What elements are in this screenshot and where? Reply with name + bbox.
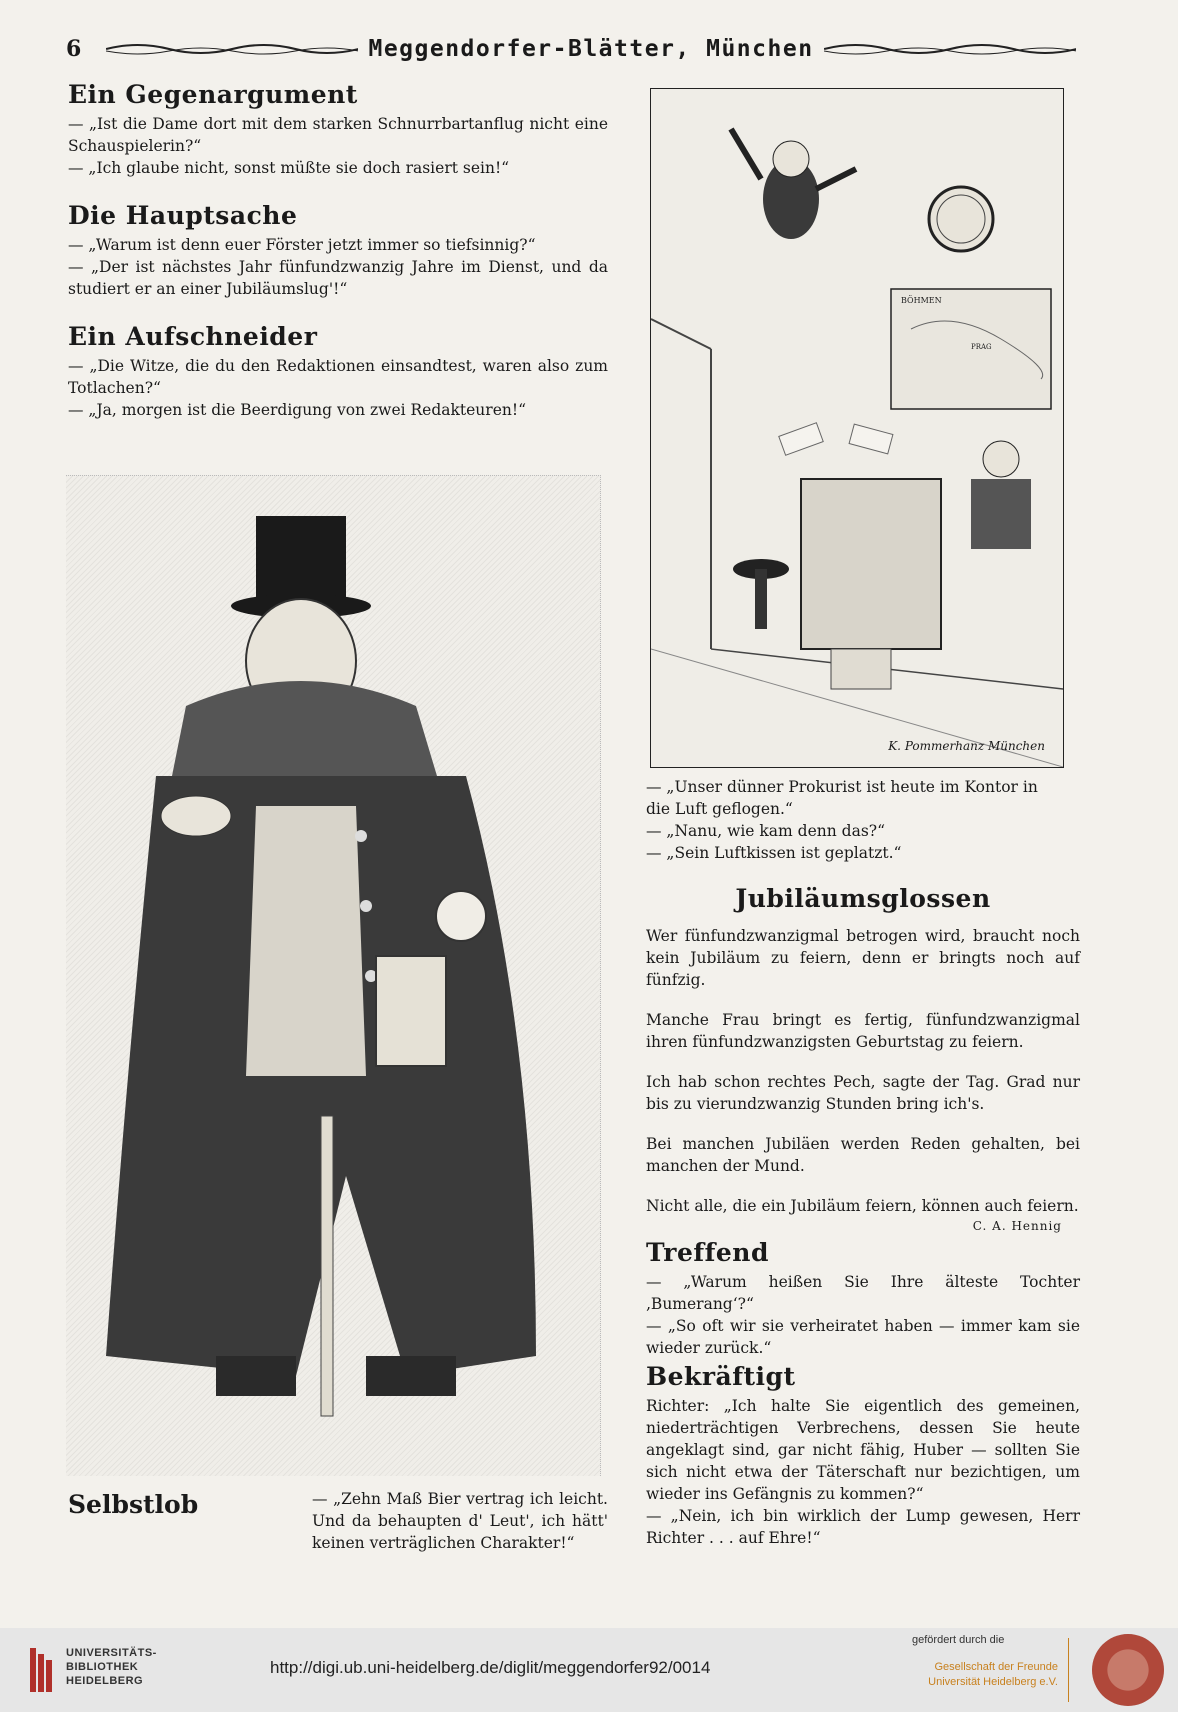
joke-line: — „Der ist nächstes Jahr fünfundzwanzig Jahre im Dienst, und da studiert er an einer Jubiläumslug'!“ (68, 258, 608, 298)
selbstlob-text (312, 1488, 608, 1554)
jubilaeum-paragraph: Wer fünfundzwanzigmal betrogen wird, braucht noch kein Jubiläum zu feiern, denn er bringts noch auf fünfzig. (646, 927, 1080, 989)
artist-signature: K. Pommerhanz München (888, 739, 1045, 753)
selbstlob-line: — „Zehn Maß Bier vertrag ich leicht. Und da behaupten d' Leut', ich hätt' keinen verträglichen Charakter!“ (312, 1490, 608, 1552)
joke-line: — „Ist die Dame dort mit dem starken Schnurrbartanflug nicht eine Schauspielerin?“ (68, 115, 608, 155)
jubilaeum-paragraph: Nicht alle, die ein Jubiläum feiern, können auch feiern. (646, 1197, 1079, 1215)
library-name-line: BIBLIOTHEK (66, 1661, 139, 1673)
library-footer (0, 1628, 1178, 1712)
header-ornament-left (106, 41, 358, 57)
joke-line: — „So oft wir sie verheiratet haben — immer kam sie wieder zurück.“ (646, 1317, 1080, 1357)
treffend-section (646, 1238, 1080, 1359)
sponsor-label: gefördert durch die (912, 1634, 1005, 1646)
digitization-url[interactable]: http://digi.ub.uni-heidelberg.de/diglit/meggendorfer92/0014 (270, 1658, 711, 1677)
joke-line: — „Warum ist denn euer Förster jetzt immer so tiefsinnig?“ (68, 236, 536, 254)
masthead-title: Meggendorfer-Blätter, München (368, 36, 814, 62)
illustration-man-with-beer-mug (66, 475, 601, 1476)
treffend-title: Treffend (646, 1238, 769, 1267)
joke-aufschneider (68, 322, 608, 421)
joke-line: — „Warum heißen Sie Ihre älteste Tochter ‚Bumerang‘?“ (646, 1273, 1080, 1313)
jubilaeum-section (646, 884, 1080, 1233)
caption-line: — „Unser dünner Prokurist ist heute im Kontor in die Luft geflogen.“ (646, 778, 1038, 818)
library-name (66, 1646, 157, 1688)
bekraeftigt-title: Bekräftigt (646, 1362, 796, 1391)
joke-title: Ein Gegenargument (68, 80, 358, 109)
library-name-line: HEIDELBERG (66, 1675, 144, 1687)
header-ornament-right (824, 41, 1076, 57)
university-seal-icon (1092, 1634, 1164, 1706)
joke-hauptsache (68, 201, 608, 300)
joke-title: Die Hauptsache (68, 201, 298, 230)
sponsor-divider (1068, 1638, 1069, 1702)
joke-line: — „Ja, morgen ist die Beerdigung von zwei Redakteuren!“ (68, 401, 527, 419)
page-header (66, 34, 1086, 64)
joke-line: Richter: „Ich halte Sie eigentlich des gemeinen, niederträchtigen Verbrechens, dessen Sie heute angeklagt sind, gar nicht fähig, Huber — sollten Sie sich nicht etwa der Täterschaft nur bezichtigen, um wieder ins Gefängnis zu kommen?“ (646, 1397, 1080, 1503)
jubilaeum-paragraph: Manche Frau bringt es fertig, fünfundzwanzigmal ihren fünfundzwanzigsten Geburtstag zu feiern. (646, 1011, 1080, 1051)
map-city: PRAG (971, 343, 992, 351)
illustration-office-explosion (650, 88, 1064, 768)
jubilaeum-paragraph: Bei manchen Jubiläen werden Reden gehalten, bei manchen der Mund. (646, 1135, 1080, 1175)
library-name-line: UNIVERSITÄTS- (66, 1647, 157, 1659)
page-number: 6 (66, 36, 82, 62)
sponsor-name-line: Gesellschaft der Freunde (934, 1661, 1058, 1673)
joke-line: — „Ich glaube nicht, sonst müßte sie doch rasiert sein!“ (68, 159, 510, 177)
caption-line: — „Nanu, wie kam denn das?“ (646, 822, 886, 840)
jubilaeum-title: Jubiläumsglossen (735, 884, 991, 913)
library-logo-icon (28, 1642, 56, 1698)
map-label: BÖHMEN (901, 296, 942, 305)
jubilaeum-author: C. A. Hennig (972, 1219, 1062, 1233)
joke-line: — „Nein, ich bin wirklich der Lump gewesen, Herr Richter . . . auf Ehre!“ (646, 1507, 1080, 1547)
office-caption (646, 776, 1066, 864)
caption-line: — „Sein Luftkissen ist geplatzt.“ (646, 844, 902, 862)
left-text-column (68, 80, 608, 443)
sponsor-name-line: Universität Heidelberg e.V. (928, 1676, 1058, 1688)
selbstlob-title: Selbstlob (68, 1490, 199, 1519)
joke-gegenargument (68, 80, 608, 179)
joke-line: — „Die Witze, die du den Redaktionen einsandtest, waren also zum Totlachen?“ (68, 357, 608, 397)
bekraeftigt-section (646, 1362, 1080, 1549)
jubilaeum-paragraph: Ich hab schon rechtes Pech, sagte der Tag. Grad nur bis zu vierundzwanzig Stunden bring ich's. (646, 1073, 1080, 1113)
joke-title: Ein Aufschneider (68, 322, 318, 351)
sponsor-name (918, 1660, 1058, 1690)
